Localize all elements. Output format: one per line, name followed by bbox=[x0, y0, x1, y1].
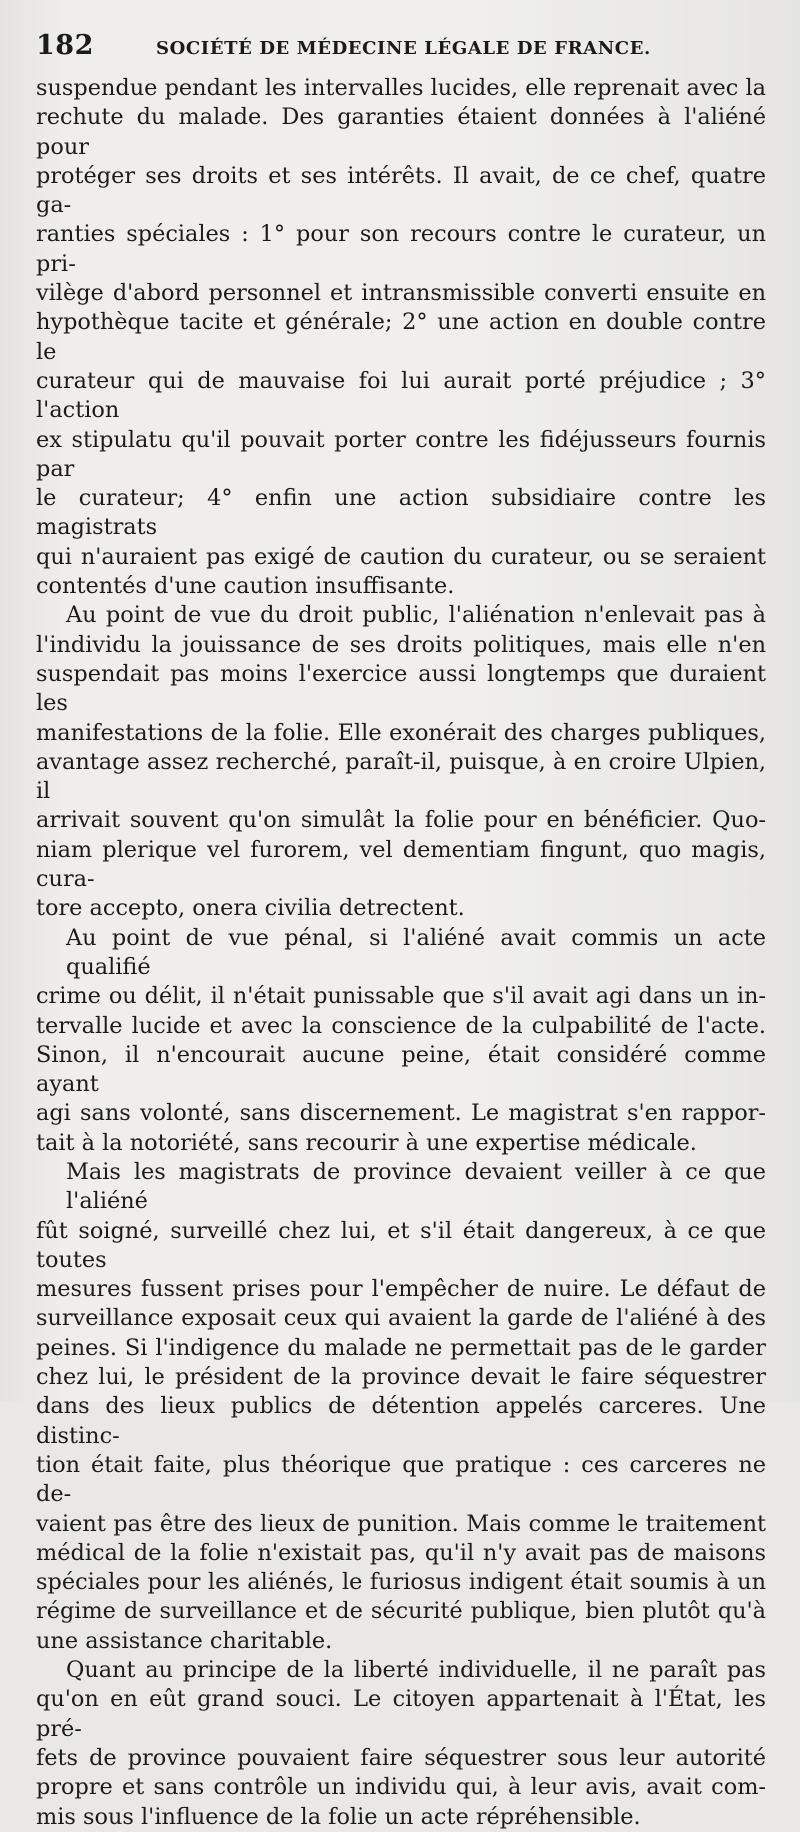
text-line: Mais les magistrats de province devaient veiller à ce que l'aliéné bbox=[66, 1158, 766, 1215]
text-line: mesures fussent prises pour l'empêcher de nuire. Le défaut de bbox=[36, 1276, 766, 1303]
page-header bbox=[36, 30, 766, 64]
text-line: Au point de vue pénal, si l'aliéné avait commis un acte qualifié bbox=[66, 924, 766, 980]
text-line: suspendait pas moins l'exercice aussi longtemps que duraient les bbox=[36, 660, 766, 717]
paragraph bbox=[36, 1656, 766, 1832]
text-line: surveillance exposait ceux qui avaient la garde de l'aliéné à des bbox=[36, 1305, 766, 1332]
paragraph bbox=[36, 1158, 766, 1656]
text-line: qui n'auraient pas exigé de caution du curateur, ou se seraient bbox=[36, 543, 766, 570]
text-line: ex stipulatu qu'il pouvait porter contre les fidéjusseurs fournis par bbox=[36, 426, 766, 482]
text-line: une assistance charitable. bbox=[36, 1627, 333, 1654]
text-line: vilège d'abord personnel et intransmissible converti ensuite en bbox=[36, 280, 766, 307]
paragraph bbox=[36, 601, 766, 923]
text-line: Quant au principe de la liberté individuelle, il ne paraît pas bbox=[66, 1657, 766, 1684]
text-line: propre et sans contrôle un individu qui, à leur avis, avait com- bbox=[36, 1774, 766, 1801]
text-line: niam plerique vel furorem, vel dementiam fingunt, quo magis, cura- bbox=[36, 836, 766, 893]
text-line: protéger ses droits et ses intérêts. Il avait, de ce chef, quatre ga- bbox=[36, 162, 766, 219]
text-line: tait à la notoriété, sans recourir à une expertise médicale. bbox=[36, 1129, 697, 1156]
text-line: contentés d'une caution insuffisante. bbox=[36, 573, 455, 600]
text-line: avantage assez recherché, paraît-il, puisque, à en croire Ulpien, il bbox=[36, 748, 766, 805]
text-line: tion était faite, plus théorique que pratique : ces carceres ne de- bbox=[36, 1451, 766, 1508]
text-line: chez lui, le président de la province devait le faire séquestrer bbox=[36, 1364, 766, 1391]
text-line: tervalle lucide et avec la conscience de la culpabilité de l'acte. bbox=[36, 1012, 766, 1039]
text-line: le curateur; 4° enfin une action subsidiaire contre les magistrats bbox=[36, 485, 766, 541]
text-line: fets de province pouvaient faire séquestrer sous leur autorité bbox=[36, 1744, 766, 1771]
text-line: arrivait souvent qu'on simulât la folie pour en bénéficier. Quo- bbox=[36, 807, 766, 834]
text-line: crime ou délit, il n'était punissable que s'il avait agi dans un in- bbox=[36, 983, 766, 1010]
text-line: qu'on en eût grand souci. Le citoyen appartenait à l'État, les pré- bbox=[36, 1686, 766, 1742]
text-line: tore accepto, onera civilia detrectent. bbox=[36, 895, 465, 922]
text-line: médical de la folie n'existait pas, qu'il n'y avait pas de maisons bbox=[36, 1539, 766, 1566]
paragraph bbox=[36, 924, 766, 1158]
text-line: spéciales pour les aliénés, le furiosus indigent était soumis à un bbox=[36, 1569, 766, 1596]
text-line: régime de surveillance et de sécurité publique, bien plutôt qu'à bbox=[36, 1598, 766, 1625]
text-line: dans des lieux publics de détention appelés carceres. Une distinc- bbox=[36, 1393, 766, 1449]
text-line: l'individu la jouissance de ses droits politiques, mais elle n'en bbox=[36, 631, 766, 658]
text-line: vaient pas être des lieux de punition. Mais comme le traitement bbox=[36, 1510, 766, 1537]
text-line: peines. Si l'indigence du malade ne permettait pas de le garder bbox=[36, 1334, 766, 1361]
text-line: agi sans volonté, sans discernement. Le magistrat s'en rappor- bbox=[36, 1100, 766, 1127]
text-line: Sinon, il n'encourait aucune peine, était considéré comme ayant bbox=[36, 1041, 766, 1098]
text-line: curateur qui de mauvaise foi lui aurait porté préjudice ; 3° l'action bbox=[36, 367, 766, 424]
text-line: Au point de vue du droit public, l'aliénation n'enlevait pas à bbox=[66, 602, 766, 629]
page-body bbox=[36, 74, 766, 1832]
text-line: mis sous l'influence de la folie un acte répréhensible. bbox=[36, 1803, 641, 1830]
text-line: ranties spéciales : 1° pour son recours contre le curateur, un pri- bbox=[36, 221, 766, 277]
text-line: fût soigné, surveillé chez lui, et s'il était dangereux, à ce que toutes bbox=[36, 1217, 766, 1273]
text-line: hypothèque tacite et générale; 2° une action en double contre le bbox=[36, 309, 766, 365]
paragraph bbox=[36, 74, 766, 601]
text-line: manifestations de la folie. Elle exonérait des charges publiques, bbox=[36, 719, 766, 746]
text-line: rechute du malade. Des garanties étaient données à l'aliéné pour bbox=[36, 104, 766, 160]
text-line: suspendue pendant les intervalles lucides, elle reprenait avec la bbox=[36, 75, 766, 101]
running-title: SOCIÉTÉ DE MÉDECINE LÉGALE DE FRANCE. bbox=[156, 38, 651, 59]
page-number: 182 bbox=[36, 30, 94, 61]
